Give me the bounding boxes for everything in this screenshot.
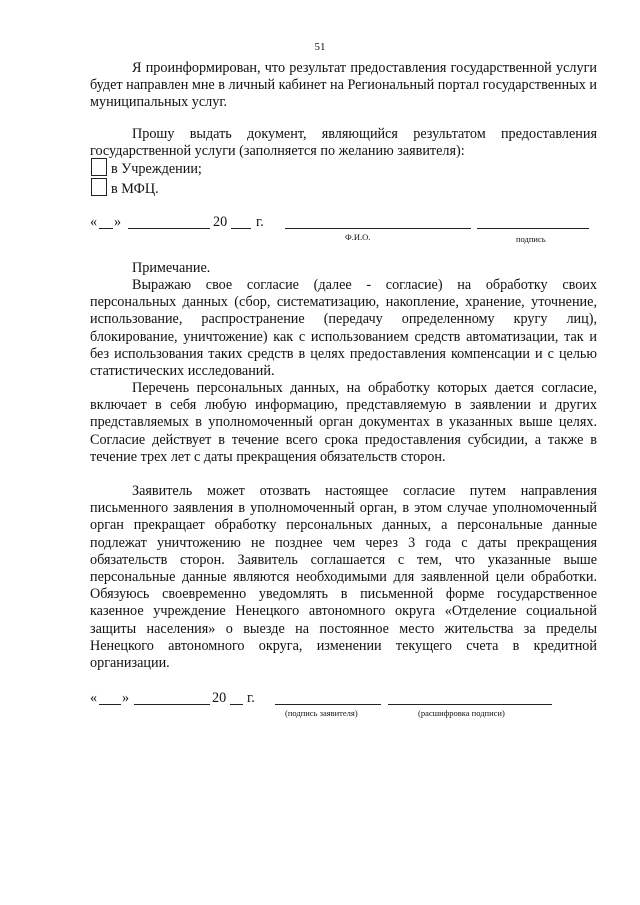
quote-open: « [90, 214, 98, 230]
note-title: Примечание. [132, 260, 211, 276]
withdrawal-paragraph: Заявитель может отозвать настоящее согласие путем направления письменного заявления в уполномоченный орган, в этом случае уполномоченный орган прекращает обработку персональных данных, а персональные данные подлежат уничтожению не позднее чем через 3 года с даты прекращения обязательств сторон. Заявитель соглашается с тем, что указанные выше персональные данные являются необходимыми для заявленной цели обработки. Обязуюсь своевременно уведомлять в письменной форме государственное казенное учреждение Ненецкого автономного округа «Отделение социальной защиты населения» о выезде на постоянное место жительства за пределы Ненецкого автономного округа, изменении текущего счета в кредитной организации. [90, 483, 597, 672]
year-prefix: 20 [212, 690, 227, 706]
fio-field[interactable] [285, 228, 471, 229]
checkbox[interactable] [91, 178, 107, 196]
month-field[interactable] [134, 704, 210, 705]
quote-close: » [114, 214, 122, 230]
signature-caption: подпись [516, 234, 546, 244]
data-list-paragraph: Перечень персональных данных, на обработку которых дается согласие, включает в себя любую информацию, представляемую в заявлении и других представляемых в уполномоченный орган документах в указанных выше целях. Согласие действует в течение всего срока предоставления субсидии, а также в течение трех лет с даты прекращения обязательств сторон. [90, 380, 597, 465]
day-field[interactable] [99, 228, 113, 229]
year-suffix: г. [256, 214, 264, 230]
option-label: в Учреждении; [111, 161, 202, 177]
fio-caption: Ф.И.О. [345, 232, 371, 242]
decoding-field[interactable] [388, 704, 552, 705]
signature-field[interactable] [477, 228, 589, 229]
year-prefix: 20 [213, 214, 228, 230]
consent-paragraph: Выражаю свое согласие (далее - согласие) на обработку своих персональных данных (сбор, систематизацию, накопление, хранение, уточнение, использование, распространение (передачу определенному кругу лиц), блокирование, уничтожение) как с использованием средств автоматизации, так и без использования таких средств в целях предоставления компенсации и с целью статистических исследований. [90, 277, 597, 380]
month-field[interactable] [128, 228, 210, 229]
option-label: в МФЦ. [111, 181, 159, 197]
checkbox[interactable] [91, 158, 107, 176]
quote-close: » [122, 690, 130, 706]
intro-paragraph: Я проинформирован, что результат предоставления государственной услуги будет направлен мне в личный кабинет на Региональный портал государственных и муниципальных услуг. [90, 60, 597, 111]
applicant-signature-field[interactable] [275, 704, 381, 705]
quote-open: « [90, 690, 98, 706]
year-field[interactable] [231, 228, 251, 229]
request-paragraph: Прошу выдать документ, являющийся результатом предоставления государственной услуги (заполняется по желанию заявителя): [90, 126, 597, 160]
decoding-caption: (расшифровка подписи) [418, 708, 505, 718]
year-suffix: г. [247, 690, 255, 706]
option-mfc[interactable] [91, 178, 159, 196]
day-field[interactable] [99, 704, 121, 705]
option-institution[interactable] [91, 158, 202, 176]
page-number: 51 [314, 41, 326, 53]
year-field[interactable] [230, 704, 243, 705]
applicant-signature-caption: (подпись заявителя) [285, 708, 358, 718]
